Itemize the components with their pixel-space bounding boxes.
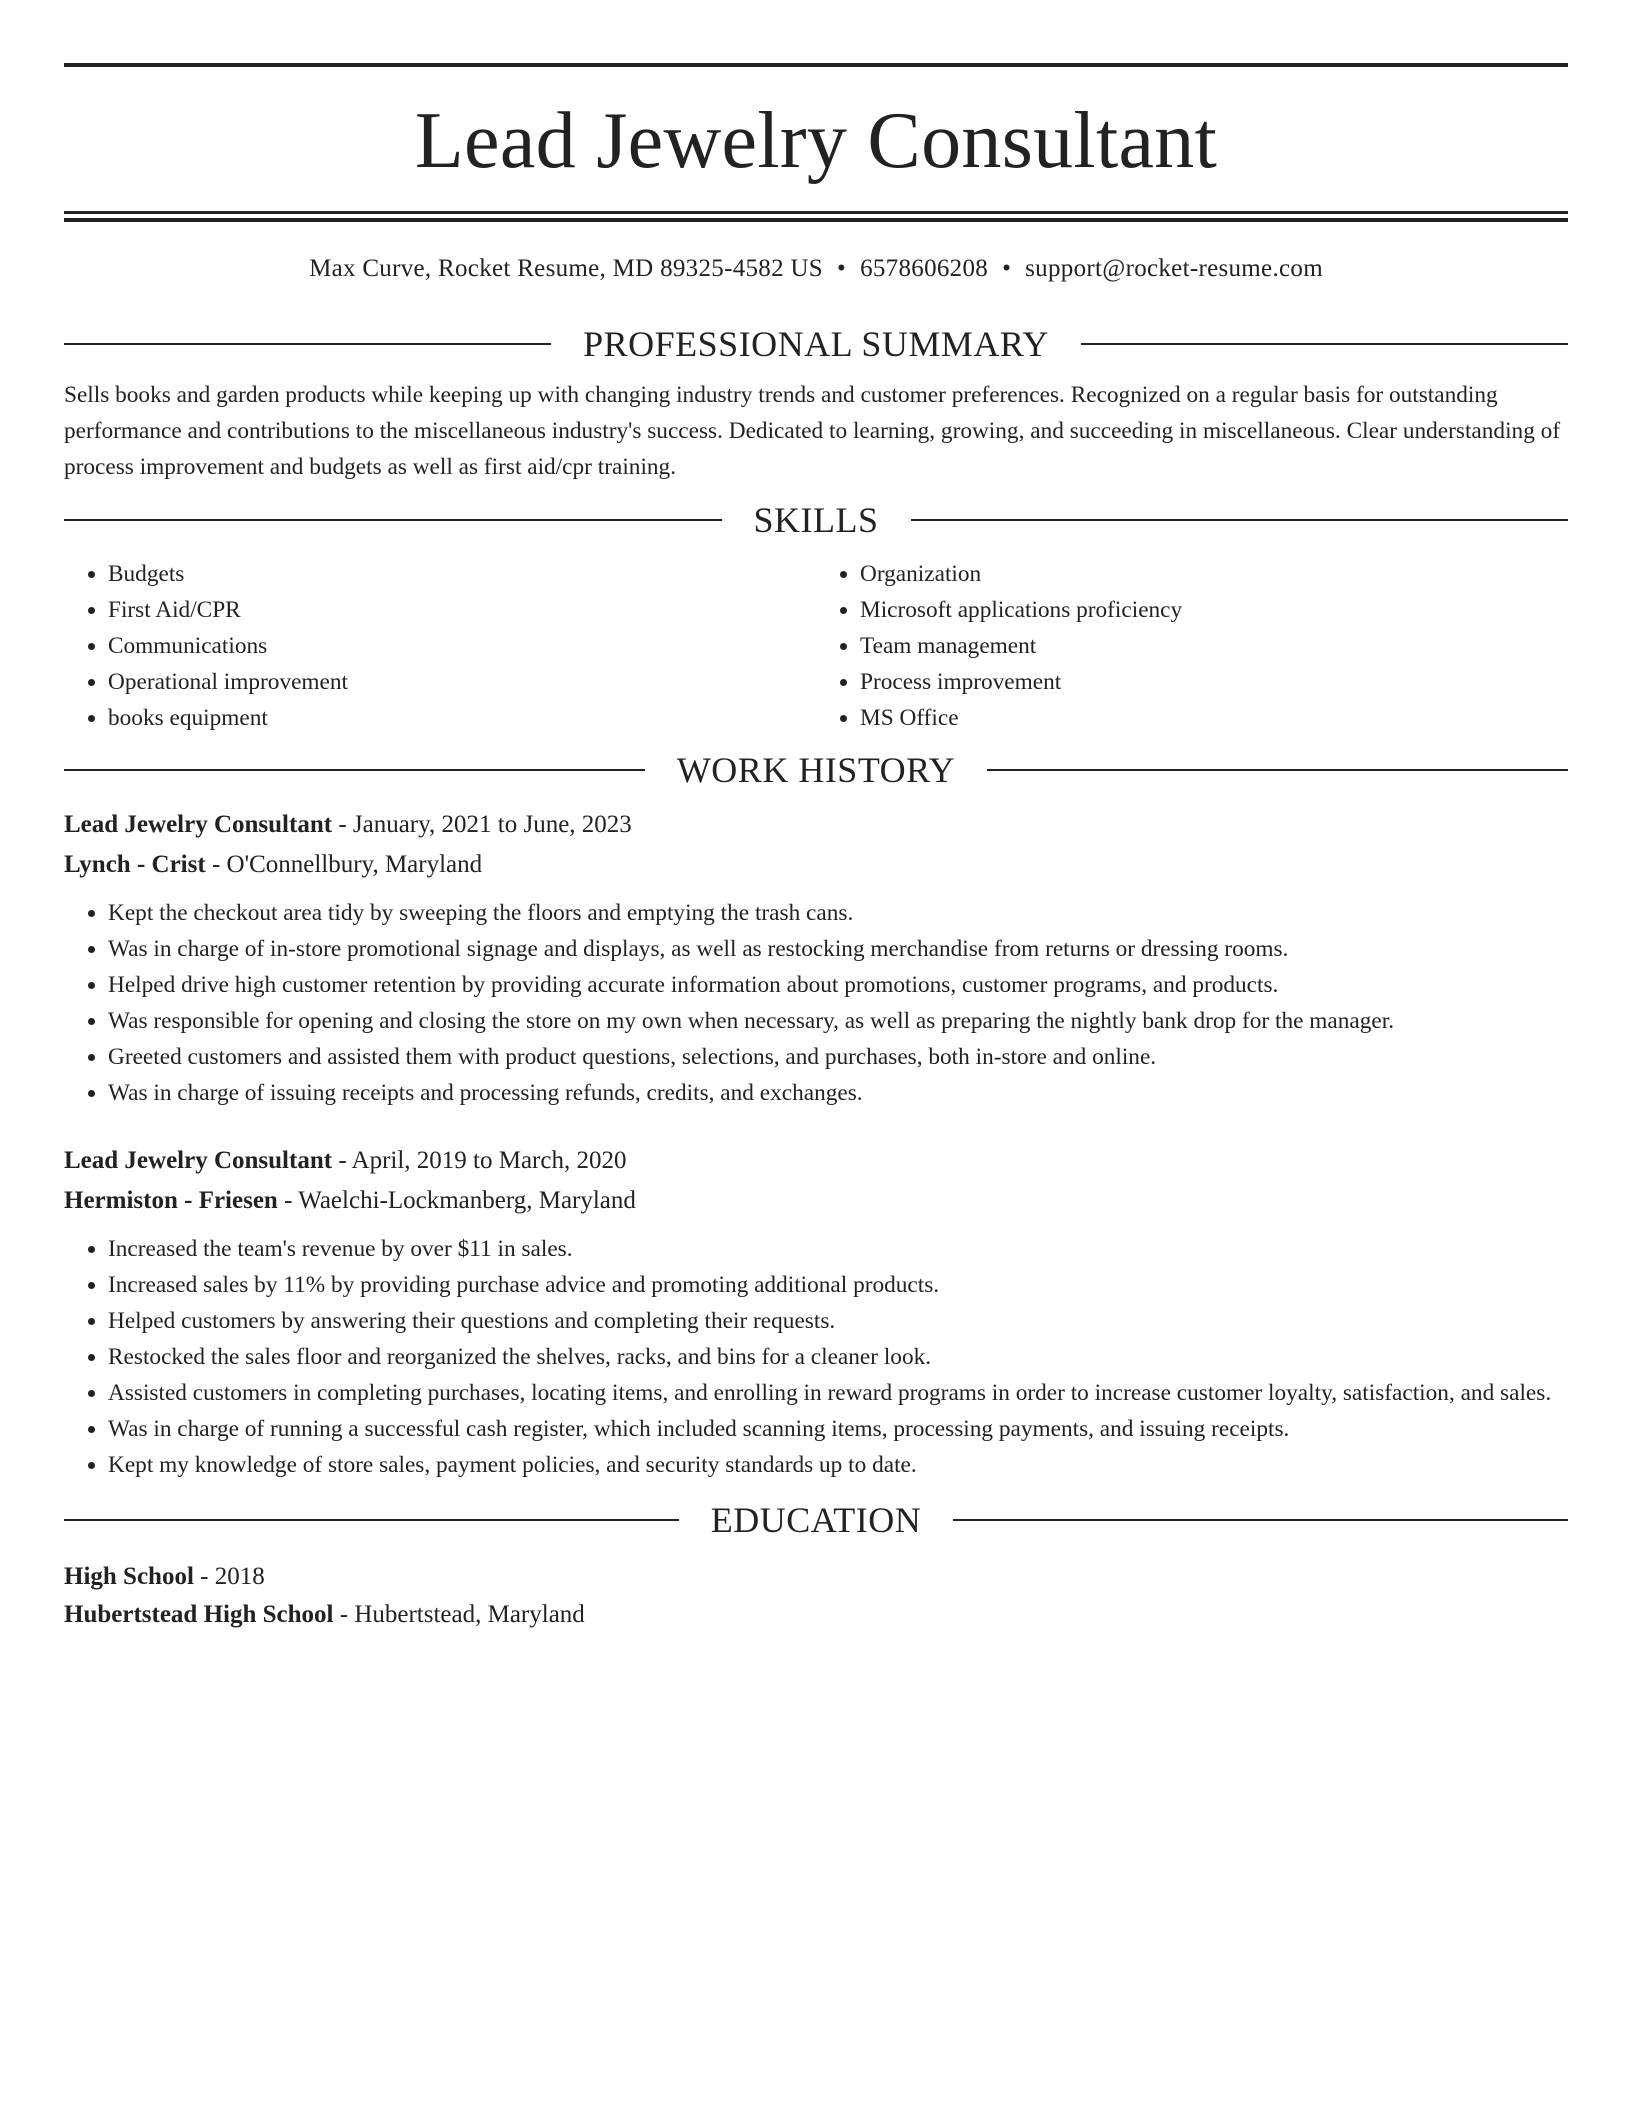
education-degree-line <box>64 1558 1568 1596</box>
skill-item: • Budgets <box>108 556 816 592</box>
job-bullets <box>64 1231 1568 1483</box>
top-rule <box>64 63 1568 67</box>
job-title: Lead Jewelry Consultant <box>64 1147 333 1174</box>
job-location: Waelchi-Lockmanberg, Maryland <box>298 1187 636 1214</box>
education-school: Hubertstead High School <box>64 1601 334 1628</box>
education-school-line <box>64 1596 1568 1634</box>
job-bullet: • Increased sales by 11% by providing purchase advice and promoting additional products. <box>108 1267 1568 1303</box>
summary-heading <box>64 324 1568 364</box>
dash: - <box>339 1601 349 1628</box>
contact-phone: 6578606208 <box>860 255 989 282</box>
job-dates: January, 2021 to June, 2023 <box>352 811 632 838</box>
job-bullet: • Was in charge of in-store promotional signage and displays, as well as restocking merchandise from returns or dressing rooms. <box>108 931 1568 967</box>
skill-item: • Microsoft applications proficiency <box>860 592 1568 628</box>
education-entry <box>64 1558 1568 1634</box>
dash: - <box>338 811 347 838</box>
dash: - <box>284 1187 293 1214</box>
education-heading-label: EDUCATION <box>710 1500 922 1540</box>
heading-rule-left <box>64 519 722 521</box>
resume-title: Lead Jewelry Consultant <box>414 97 1218 185</box>
job-entry <box>64 1141 1568 1483</box>
job-bullets <box>64 895 1568 1111</box>
heading-rule-left <box>64 769 645 771</box>
job-bullet: • Greeted customers and assisted them with product questions, selections, and purchases, both in-store and online. <box>108 1039 1568 1075</box>
skills-column-right <box>816 556 1568 736</box>
education-location: Hubertstead, Maryland <box>354 1601 585 1628</box>
contact-info <box>64 253 1568 285</box>
job-dates: April, 2019 to March, 2020 <box>351 1147 627 1174</box>
heading-rule-left <box>64 1519 679 1521</box>
heading-rule-right <box>1081 343 1568 345</box>
job-bullet: • Was in charge of issuing receipts and processing refunds, credits, and exchanges. <box>108 1075 1568 1111</box>
job-bullet: • Helped customers by answering their questions and completing their requests. <box>108 1303 1568 1339</box>
skill-item: • books equipment <box>108 700 816 736</box>
dash: - <box>338 1147 347 1174</box>
job-entry <box>64 805 1568 1111</box>
job-bullet: • Was in charge of running a successful cash register, which included scanning items, processing payments, and issuing receipts. <box>108 1411 1568 1447</box>
title-double-rule <box>64 211 1568 222</box>
skill-item: • MS Office <box>860 700 1568 736</box>
skills-heading-label: SKILLS <box>753 500 879 540</box>
summary-text: Sells books and garden products while keeping up with changing industry trends and customer preferences. Recognized on a regular basis for outstanding performance and contributions to the miscellaneous industry's success. Dedicated to learning, growing, and succeeding in miscellaneous. Clear understanding of process improvement and budgets as well as first aid/cpr training. <box>64 382 1561 480</box>
dash: - <box>200 1563 209 1590</box>
skills-heading <box>64 500 1568 540</box>
job-company: Lynch - Crist <box>64 851 206 878</box>
job-location: O'Connellbury, Maryland <box>226 851 483 878</box>
work-history-heading-label: WORK HISTORY <box>676 750 956 790</box>
job-bullet: • Helped drive high customer retention by providing accurate information about promotions, customer programs, and products. <box>108 967 1568 1003</box>
heading-rule-right <box>911 519 1569 521</box>
contact-separator: • <box>1002 255 1012 282</box>
job-title-line <box>64 1141 1568 1181</box>
contact-email: support@rocket-resume.com <box>1025 255 1323 282</box>
job-company-line <box>64 845 1568 885</box>
heading-rule-right <box>953 1519 1568 1521</box>
skill-item: • Organization <box>860 556 1568 592</box>
education-degree: High School <box>64 1563 194 1590</box>
job-company: Hermiston - Friesen <box>64 1187 278 1214</box>
dash: - <box>211 851 221 878</box>
job-bullet: • Kept the checkout area tidy by sweeping the floors and emptying the trash cans. <box>108 895 1568 931</box>
skill-item: • Operational improvement <box>108 664 816 700</box>
skill-item: • Process improvement <box>860 664 1568 700</box>
job-bullet: • Restocked the sales floor and reorganized the shelves, racks, and bins for a cleaner look. <box>108 1339 1568 1375</box>
heading-rule-right <box>987 769 1568 771</box>
skill-item: • Team management <box>860 628 1568 664</box>
job-bullet: • Assisted customers in completing purchases, locating items, and enrolling in reward programs in order to increase customer loyalty, satisfaction, and sales. <box>108 1375 1568 1411</box>
job-bullet: • Kept my knowledge of store sales, payment policies, and security standards up to date. <box>108 1447 1568 1483</box>
job-title-line <box>64 805 1568 845</box>
contact-address: Max Curve, Rocket Resume, MD 89325-4582 US <box>309 255 824 282</box>
skills-list <box>64 556 1568 736</box>
skill-item: • Communications <box>108 628 816 664</box>
skills-column-left <box>64 556 816 736</box>
job-company-line <box>64 1181 1568 1221</box>
job-title: Lead Jewelry Consultant <box>64 811 333 838</box>
work-history-heading <box>64 750 1568 790</box>
contact-separator: • <box>837 255 847 282</box>
heading-rule-left <box>64 343 551 345</box>
education-year: 2018 <box>214 1563 265 1590</box>
skill-item: • First Aid/CPR <box>108 592 816 628</box>
summary-heading-label: PROFESSIONAL SUMMARY <box>583 324 1049 364</box>
job-bullet: • Was responsible for opening and closing the store on my own when necessary, as well as preparing the nightly bank drop for the manager. <box>108 1003 1568 1039</box>
job-bullet: • Increased the team's revenue by over $11 in sales. <box>108 1231 1568 1267</box>
education-heading <box>64 1500 1568 1540</box>
